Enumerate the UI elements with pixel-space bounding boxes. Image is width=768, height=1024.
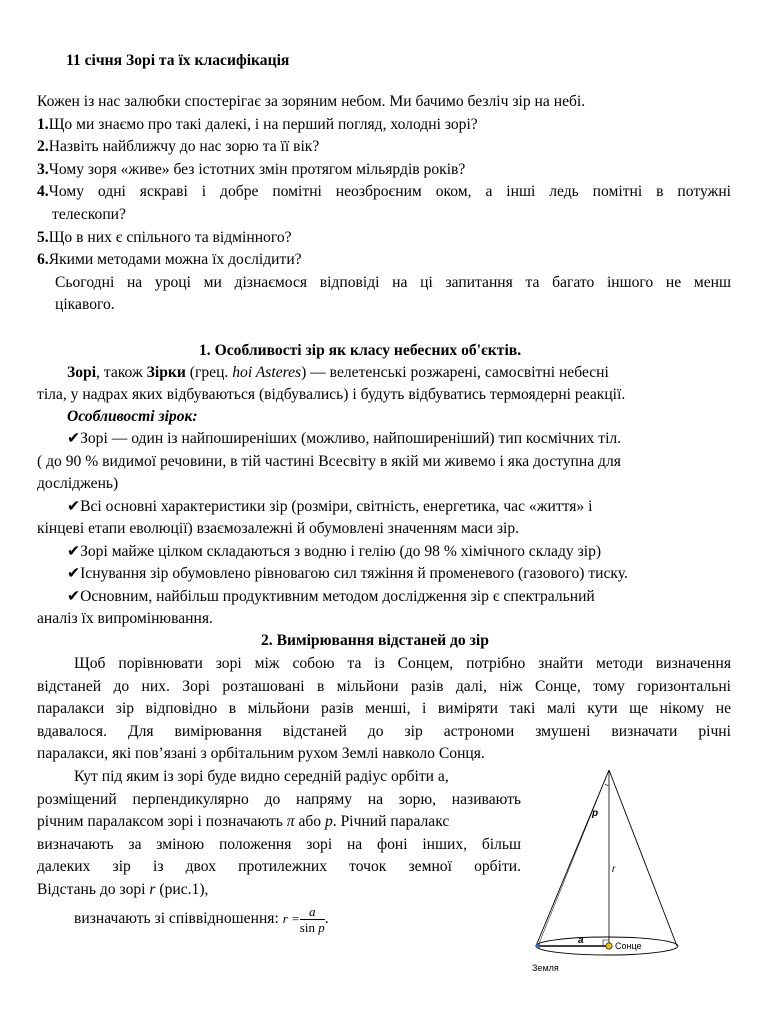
label-earth: Земля [532, 963, 559, 973]
check-icon: ✔ [67, 498, 81, 515]
star-earth-line [538, 770, 609, 946]
question-number: 1. [37, 116, 49, 133]
feature-2-line2: кінцеві етапи еволюції) взаємозалежні й обумовлені значенням маси зір. [37, 520, 520, 537]
feature-text: Зорі — один із найпоширеніших (можливо, найпоширеніший) тип космічних тіл. [80, 430, 622, 447]
question-1 [37, 114, 478, 137]
question-4-line2: телескопи? [52, 206, 126, 223]
formula-line [74, 904, 329, 935]
feature-4 [67, 563, 628, 586]
greek-term: hoi Asteres [232, 364, 302, 381]
section2-p2-line3 [37, 811, 449, 834]
question-5 [37, 227, 292, 250]
question-text: Назвіть найближчу до нас зорю та її вік? [48, 138, 320, 155]
feature-text: Основним, найбільш продуктивним методом дослідження зір є спектральний [80, 588, 595, 605]
feature-1-line1 [67, 428, 621, 451]
question-2 [37, 136, 319, 159]
question-3 [37, 159, 465, 182]
sun-icon [606, 943, 612, 949]
formula-sin: sin [299, 920, 319, 935]
question-number: 6. [37, 251, 49, 268]
p2-text: . Річний паралакс [332, 813, 450, 830]
symbol-pi: π [286, 813, 295, 830]
p2-text: Відстань до зорі [37, 881, 150, 898]
definition-text: ) — велетенські розжарені, самосвітні небесні [301, 364, 609, 381]
section2-p2-line6 [37, 879, 208, 902]
formula-denominator [300, 920, 325, 935]
symbol-p: p [325, 813, 333, 830]
formula-numerator: a [300, 904, 325, 920]
formula-p: p [318, 920, 325, 935]
definition-text: (грец. [185, 364, 233, 381]
question-4-line1 [37, 181, 731, 204]
feature-1-line3: досліджень) [37, 475, 119, 492]
feature-5-line1 [67, 586, 595, 609]
p2-text: або [294, 813, 325, 830]
question-text: Чому одні яскраві і добре помітні неозброєним оком, а інші ледь помітні в потужні [48, 183, 731, 200]
feature-3 [67, 541, 601, 564]
definition-text: , також [96, 364, 147, 381]
feature-5-line2: аналіз їх випромінювання. [37, 610, 213, 627]
question-number: 3. [37, 161, 49, 178]
question-number: 4. [37, 183, 49, 200]
section2-p1-line2: відстаней до них. Зорі розташовані в мільйони разів далі, ніж Сонце, тому горизонтальні [37, 678, 731, 695]
section2-p2-line5: далеких зір із двох протилежних точок земної орбіти. [37, 858, 521, 875]
definition-line1 [67, 362, 609, 385]
section1-heading: 1. Особливості зір як класу небесних об'єктів. [199, 342, 522, 359]
check-icon: ✔ [67, 588, 81, 605]
formula-fraction [300, 904, 325, 935]
section2-p1-line3: паралакси зір відповідно в мільйони разів менші, і виміряти такі малі кути ще нікому не [37, 700, 731, 717]
parallax-angle-arc [605, 784, 609, 785]
section2-p2-line1: Кут під яким із зорі буде видно середній радіус орбіти а, [74, 768, 449, 785]
p2-text: річним паралаксом зорі і позначають [37, 813, 287, 830]
feature-text: Існування зір обумовлено рівновагою сил тяжіння й променевого (газового) тиску. [80, 565, 628, 582]
definition-line2: тіла, у надрах яких відбуваються (відбувались) і будуть відбуватись термоядерні реакції. [37, 386, 626, 403]
intro-text: Кожен із нас залюбки спостерігає за зоряним небом. Ми бачимо безліч зір на небі. [37, 93, 586, 110]
parallax-figure [528, 762, 754, 978]
lesson-note-line1: Сьогодні на уроці ми дізнаємося відповіді на ці запитання та багато іншого не менш [55, 274, 731, 291]
question-text: Що в них є спільного та відмінного? [48, 229, 292, 246]
label-r: r [612, 864, 616, 875]
formula-lead: визначають зі співвідношення: [74, 910, 283, 928]
label-a: a [578, 935, 584, 946]
feature-text: Всі основні характеристики зір (розміри, світність, енергетика, час «життя» і [80, 498, 593, 515]
question-6 [37, 249, 302, 272]
section2-p1-line1: Щоб порівнювати зорі між собою та із Сонцем, потрібно знайти методи визначення [74, 655, 731, 672]
section2-p2-line4: визначають за зміною положення зорі на фоні інших, більш [37, 836, 521, 853]
earth-icon [536, 944, 540, 948]
section2-p1-line4: вдавалося. Для вимірювання відстаней до зір астрономи змушені визначати річні [37, 723, 731, 740]
feature-text: Зорі майже цілком складаються з водню і гелію (до 98 % хімічного складу зір) [80, 543, 602, 560]
cone-left-side [536, 770, 609, 946]
term-zori: Зорі [67, 364, 97, 381]
check-icon: ✔ [67, 430, 81, 447]
question-4 [37, 181, 731, 204]
question-text: Чому зоря «живе» без істотних змін протягом мільярдів років? [48, 161, 466, 178]
features-heading: Особливості зірок: [67, 408, 198, 425]
label-sun: Сонце [615, 941, 642, 951]
p2-text: (рис.1), [155, 881, 209, 898]
cone-right-side [609, 770, 677, 946]
term-zirky: Зірки [146, 364, 186, 381]
formula-end: . [324, 910, 329, 928]
question-number: 5. [37, 229, 49, 246]
question-number: 2. [37, 138, 49, 155]
check-icon: ✔ [67, 543, 81, 560]
check-icon: ✔ [67, 565, 81, 582]
symbol-r: r [149, 881, 156, 898]
question-text: Якими методами можна їх дослідити? [48, 251, 302, 268]
page-title: 11 січня Зорі та їх класифікація [66, 52, 290, 69]
section2-p1-line5: паралакси, які пов’язані з орбітальним рухом Землі навколо Сонця. [37, 745, 485, 762]
section2-heading: 2. Вимірювання відстаней до зір [261, 632, 489, 649]
feature-2-line1 [67, 496, 592, 519]
formula-lhs: r = [282, 911, 300, 927]
question-text: Що ми знаємо про такі далекі, і на перший погляд, холодні зорі? [48, 116, 478, 133]
feature-1-line2: ( до 90 % видимої речовини, в тій частині Всесвіту в якій ми живемо і яка доступна для [37, 453, 621, 470]
section2-p2-line2: розміщений перпендикулярно до напряму на зорю, називають [37, 791, 521, 808]
label-p: p [592, 808, 599, 819]
lesson-note-line2: цікавого. [55, 296, 115, 313]
